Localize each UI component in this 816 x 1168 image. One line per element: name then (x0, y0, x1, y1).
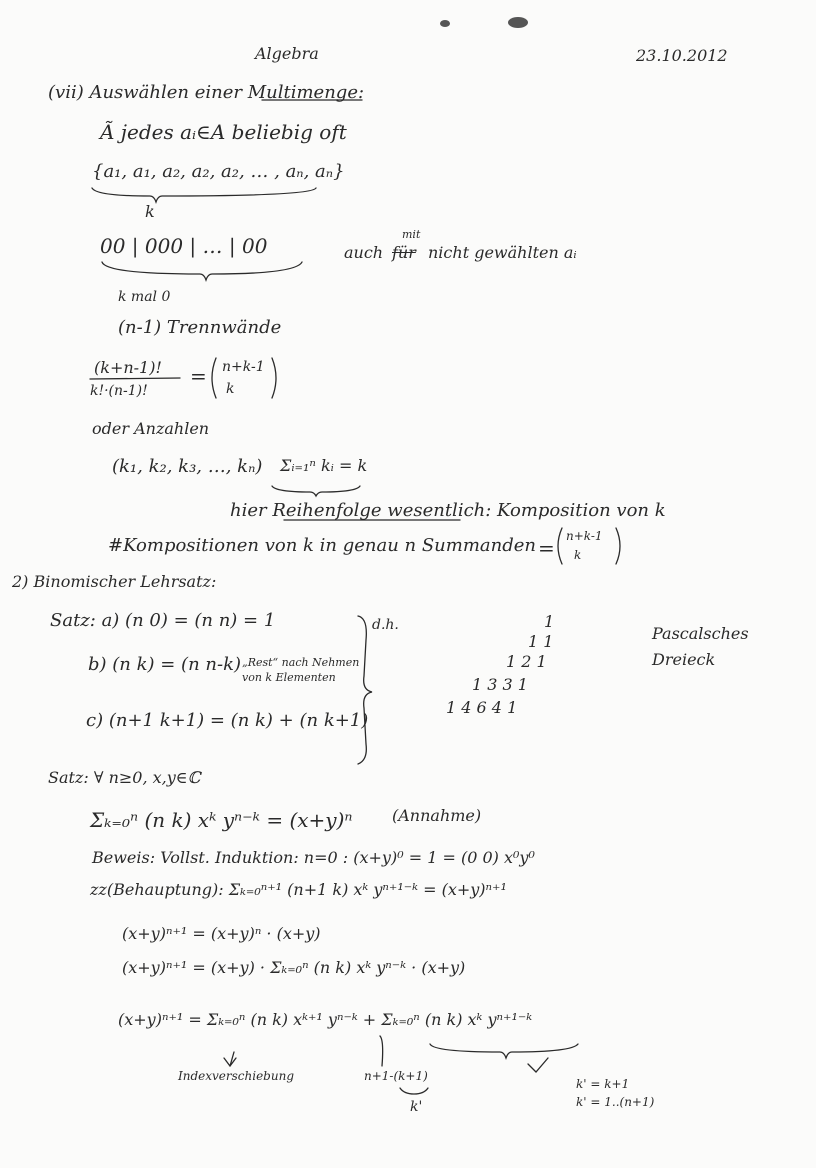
brace-stars (102, 262, 302, 280)
comp-paren-left (558, 528, 562, 564)
brace-second-sum (430, 1044, 578, 1058)
sum-condition: Σᵢ₌₁ⁿ kᵢ = k (280, 456, 368, 475)
line-exponent (380, 1036, 383, 1066)
satz-c: c) (n+1 k+1) = (n k) + (n k+1) (86, 710, 369, 731)
pascal-row-4: 1 4 6 4 1 (446, 698, 518, 717)
formula-equals: = (190, 364, 207, 388)
satz2-head: Satz: ∀ n≥0, x,y∈ℂ (48, 768, 201, 787)
formula-binom-bottom: k (226, 381, 235, 397)
stars-note-suffix: nicht gewählten aᵢ (428, 243, 577, 262)
satz-b: b) (n k) = (n n-k) (88, 654, 241, 675)
formula-numerator: (k+n-1)! (94, 358, 162, 377)
step-1: (x+y)ⁿ⁺¹ = (x+y)ⁿ · (x+y) (122, 924, 321, 943)
multiset-k: k (145, 202, 155, 221)
annahme: (Annahme) (392, 806, 482, 825)
satz2-formula: Σₖ₌₀ⁿ (n k) xᵏ yⁿ⁻ᵏ = (x+y)ⁿ (90, 808, 353, 832)
compositions-equals: = (538, 536, 555, 560)
kprime-def-2: k' = 1..(n+1) (576, 1095, 655, 1109)
brace-sum (272, 486, 360, 496)
brace-set (92, 188, 316, 202)
pascal-label-1: Pascalsches (652, 624, 749, 643)
tuple: (k₁, k₂, k₃, …, kₙ) (112, 456, 263, 477)
comp-paren-right (616, 528, 620, 564)
compositions: #Kompositionen von k in genau n Summanden (108, 535, 536, 556)
binom-paren-left (212, 358, 216, 398)
stars-note-prefix: auch (344, 243, 384, 262)
rest-note: „Rest“ nach Nehmen von k Elementen (242, 656, 360, 684)
binom-heading: 2) Binomischer Lehrsatz: (12, 572, 217, 591)
beweis: Beweis: Vollst. Induktion: n=0 : (x+y)⁰ = 1 = (0 0) x⁰y⁰ (92, 848, 535, 867)
kprime-def-1: k' = k+1 (576, 1077, 630, 1091)
page-title: Algebra (255, 44, 319, 63)
exponent-note: n+1-(k+1) (364, 1069, 428, 1083)
k-prime: k' (410, 1099, 423, 1115)
pascal-label-2: Dreieck (652, 650, 716, 669)
formula-denominator: k!·(n-1)! (90, 383, 148, 399)
zz-claim: zz(Behauptung): Σₖ₌₀ⁿ⁺¹ (n+1 k) xᵏ yⁿ⁺¹⁻ᵏ = (x+y)ⁿ⁺¹ (90, 880, 507, 899)
pascal-row-0: 1 (544, 612, 555, 631)
pascal-row-1: 1 1 (528, 632, 554, 651)
or-count: oder Anzahlen (92, 419, 210, 438)
stars-note-insert: mit (402, 228, 421, 241)
index-shift: Indexverschiebung (178, 1069, 295, 1083)
multiset-heading: (vii) Auswählen einer Multimenge: (48, 82, 365, 103)
pascal-row-2: 1 2 1 (506, 652, 547, 671)
order-note: hier Reihenfolge wesentlich: Komposition von k (230, 500, 666, 521)
pascal-row-3: 1 3 3 1 (472, 675, 528, 694)
brace-kplus1 (400, 1088, 428, 1094)
formula-binom-top: n+k-1 (222, 359, 265, 375)
stars-and-bars: 00 | 000 | … | 00 (100, 234, 268, 258)
arrow-index (224, 1052, 236, 1066)
multiset-each: Ã jedes aᵢ∈A beliebig oft (100, 120, 347, 144)
stars-note-struck: für (392, 243, 416, 262)
fraction-bar (90, 378, 180, 379)
dividers: (n-1) Trennwände (118, 317, 282, 338)
page-date: 23.10.2012 (636, 46, 728, 65)
check-mark (528, 1058, 548, 1072)
satz-a: Satz: a) (n 0) = (n n) = 1 (50, 610, 276, 631)
dh-label: d.h. (372, 617, 399, 633)
step-3: (x+y)ⁿ⁺¹ = Σₖ₌₀ⁿ (n k) xᵏ⁺¹ yⁿ⁻ᵏ + Σₖ₌₀ⁿ (n k) xᵏ yⁿ⁺¹⁻ᵏ (118, 1010, 533, 1029)
k-times-zero: k mal 0 (118, 289, 171, 305)
compositions-binom-top: n+k-1 (566, 529, 603, 543)
binom-paren-right (272, 358, 276, 398)
brace-satz (358, 616, 372, 764)
compositions-binom-bottom: k (574, 548, 582, 562)
multiset-set: {a₁, a₁, a₂, a₂, a₂, … , aₙ, aₙ} (92, 161, 345, 182)
step-2: (x+y)ⁿ⁺¹ = (x+y) · Σₖ₌₀ⁿ (n k) xᵏ yⁿ⁻ᵏ · (x+y) (122, 958, 466, 977)
